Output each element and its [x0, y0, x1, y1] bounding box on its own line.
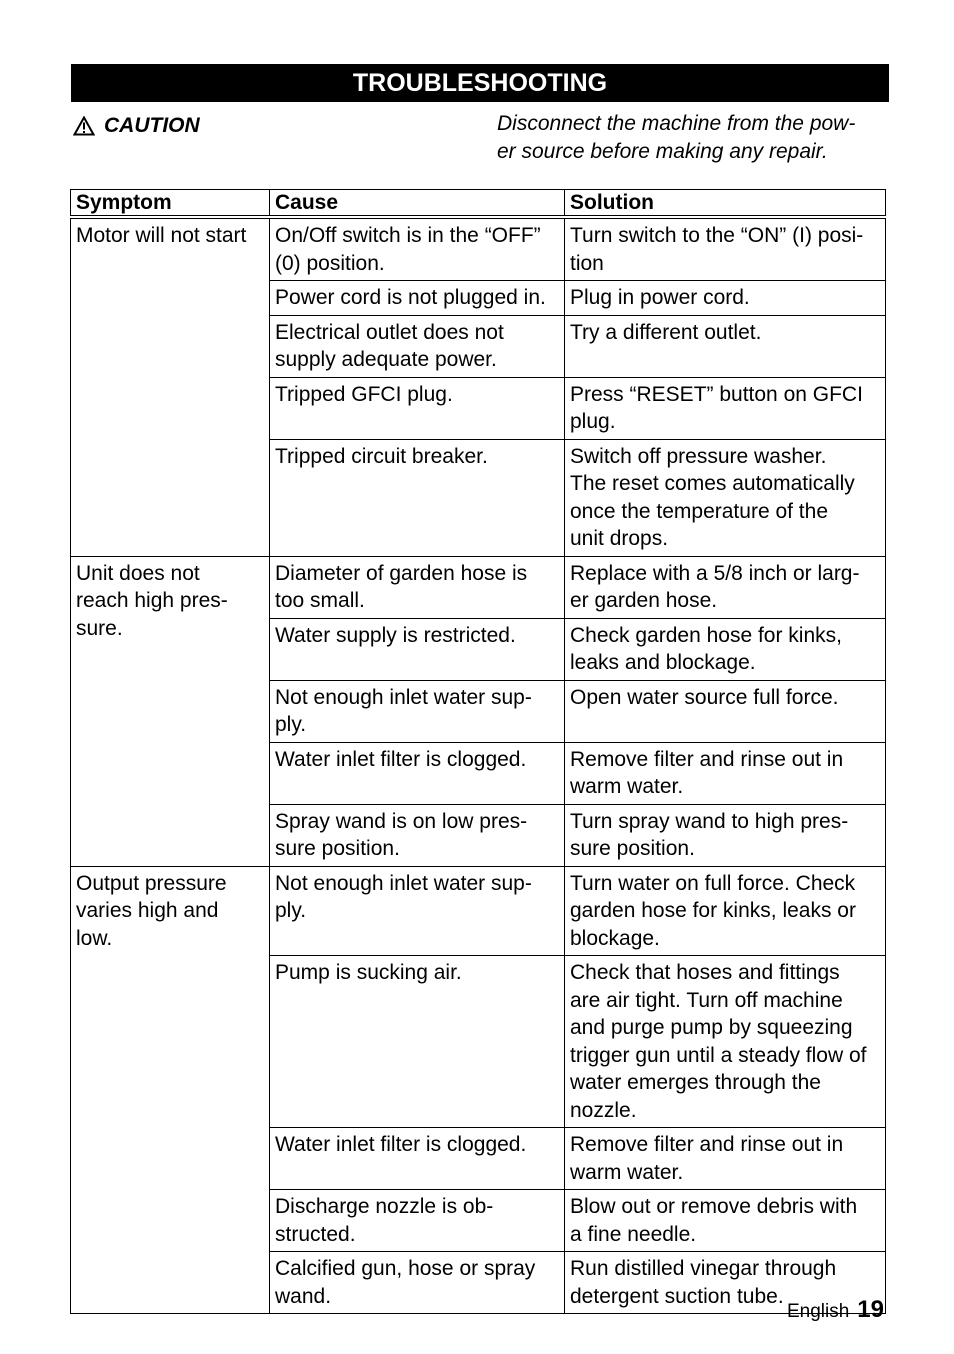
cause-cell	[270, 1128, 565, 1190]
table-row	[71, 866, 886, 956]
cause-line: ply.	[275, 899, 307, 922]
header-solution: Solution	[565, 190, 886, 218]
solution-line: Press “RESET” button on GFCI	[570, 382, 863, 406]
solution-line: Check garden hose for kinks,	[570, 623, 842, 647]
solution-line: plug.	[570, 410, 616, 433]
solution-cell	[565, 217, 886, 281]
table-body	[71, 217, 886, 1314]
cause-cell	[270, 315, 565, 377]
cause-line: structed.	[275, 1222, 356, 1246]
cause-line: Tripped circuit breaker.	[275, 444, 488, 468]
solution-line: are air tight. Turn off machine	[570, 988, 843, 1012]
solution-line: Replace with a 5/8 inch or larg-	[570, 561, 860, 585]
cause-line: Calcified gun, hose or spray	[275, 1257, 536, 1280]
symptom-line: reach high pres-	[76, 589, 228, 612]
symptom-line: varies high and	[76, 899, 219, 922]
solution-cell	[565, 956, 886, 1128]
solution-line: Switch off pressure washer.	[570, 444, 827, 468]
solution-line: Turn spray wand to high pres-	[570, 809, 849, 833]
cause-line: Not enough inlet water sup-	[275, 871, 532, 895]
warning-triangle-icon	[73, 116, 95, 136]
page-footer	[787, 1296, 884, 1324]
cause-line: Spray wand is on low pres-	[275, 809, 528, 833]
solution-cell	[565, 315, 886, 377]
solution-line: The reset comes automatically	[570, 472, 855, 495]
table-row	[71, 556, 886, 618]
symptom-line: sure.	[76, 616, 123, 640]
cause-line: ply.	[275, 713, 307, 736]
cause-line: (0) position.	[275, 251, 385, 275]
cause-line: Water inlet filter is clogged.	[275, 747, 527, 771]
solution-line: Open water source full force.	[570, 685, 839, 709]
solution-line: sure position.	[570, 837, 695, 860]
solution-cell	[565, 680, 886, 742]
cause-line: Water supply is restricted.	[275, 623, 516, 647]
cause-line: sure position.	[275, 837, 400, 860]
solution-cell	[565, 742, 886, 804]
cause-line: Electrical outlet does not	[275, 320, 504, 344]
cause-line: Not enough inlet water sup-	[275, 685, 532, 709]
page-number: 19	[857, 1296, 884, 1323]
symptom-line: Output pressure	[76, 871, 227, 895]
caution-word: CAUTION	[104, 114, 200, 137]
solution-line: a fine needle.	[570, 1222, 697, 1246]
solution-line: Remove filter and rinse out in	[570, 747, 844, 771]
solution-line: er garden hose.	[570, 589, 718, 612]
cause-cell	[270, 618, 565, 680]
solution-line: Remove filter and rinse out in	[570, 1133, 844, 1156]
solution-line: nozzle.	[570, 1098, 637, 1122]
cause-cell	[270, 1252, 565, 1314]
solution-line: Turn switch to the “ON” (I) posi-	[570, 224, 864, 247]
troubleshooting-table	[70, 189, 886, 1314]
solution-cell	[565, 866, 886, 956]
solution-cell	[565, 281, 886, 316]
symptom-line: Motor will not start	[76, 224, 247, 247]
symptom-cell	[71, 556, 270, 866]
solution-line: unit drops.	[570, 527, 669, 550]
solution-line: and purge pump by squeezing	[570, 1016, 853, 1039]
table-row	[71, 217, 886, 281]
solution-line: Check that hoses and fittings	[570, 961, 840, 984]
symptom-cell	[71, 217, 270, 556]
section-title: TROUBLESHOOTING	[71, 64, 889, 102]
cause-cell	[270, 804, 565, 866]
table-header-row	[71, 190, 886, 218]
solution-cell	[565, 618, 886, 680]
solution-line: Try a different outlet.	[570, 320, 762, 344]
solution-line: once the temperature of the	[570, 499, 828, 523]
cause-line: Pump is sucking air.	[275, 961, 462, 984]
solution-line: blockage.	[570, 926, 660, 950]
header-symptom: Symptom	[71, 190, 270, 218]
cause-cell	[270, 556, 565, 618]
solution-line: garden hose for kinks, leaks or	[570, 899, 856, 922]
cause-line: Power cord is not plugged in.	[275, 286, 546, 309]
cause-line: Diameter of garden hose is	[275, 561, 528, 585]
cause-cell	[270, 866, 565, 956]
cause-cell	[270, 680, 565, 742]
cause-line: too small.	[275, 589, 365, 612]
cause-cell	[270, 217, 565, 281]
solution-line: Turn water on full force. Check	[570, 871, 856, 895]
solution-cell	[565, 377, 886, 439]
cause-cell	[270, 1190, 565, 1252]
solution-cell	[565, 804, 886, 866]
solution-line: Run distilled vinegar through	[570, 1257, 837, 1280]
cause-cell	[270, 377, 565, 439]
cause-cell	[270, 742, 565, 804]
solution-line: detergent suction tube.	[570, 1284, 784, 1308]
symptom-line: Unit does not	[76, 561, 200, 585]
cause-cell	[270, 281, 565, 316]
solution-line: warm water.	[570, 1160, 684, 1184]
cause-line: wand.	[275, 1284, 332, 1308]
solution-line: warm water.	[570, 775, 684, 798]
caution-label	[73, 113, 200, 139]
cause-line: Water inlet filter is clogged.	[275, 1133, 527, 1156]
cause-line: Tripped GFCI plug.	[275, 382, 453, 406]
solution-cell	[565, 1128, 886, 1190]
cause-cell	[270, 439, 565, 556]
header-cause: Cause	[270, 190, 565, 218]
footer-language: English	[786, 1301, 850, 1322]
caution-text: Disconnect the machine from the pow- er source before making any repair.	[497, 112, 856, 163]
cause-line: supply adequate power.	[275, 348, 497, 371]
solution-line: leaks and blockage.	[570, 651, 756, 674]
solution-line: tion	[570, 251, 604, 275]
solution-line: Blow out or remove debris with	[570, 1195, 858, 1218]
symptom-cell	[71, 866, 270, 1314]
cause-line: On/Off switch is in the “OFF”	[275, 224, 541, 247]
solution-line: trigger gun until a steady flow of	[570, 1043, 867, 1067]
solution-line: Plug in power cord.	[570, 286, 750, 309]
solution-cell	[565, 439, 886, 556]
solution-cell	[565, 1190, 886, 1252]
solution-cell	[565, 556, 886, 618]
cause-cell	[270, 956, 565, 1128]
cause-line: Discharge nozzle is ob-	[275, 1195, 494, 1218]
solution-line: water emerges through the	[570, 1071, 821, 1094]
symptom-line: low.	[76, 926, 113, 950]
